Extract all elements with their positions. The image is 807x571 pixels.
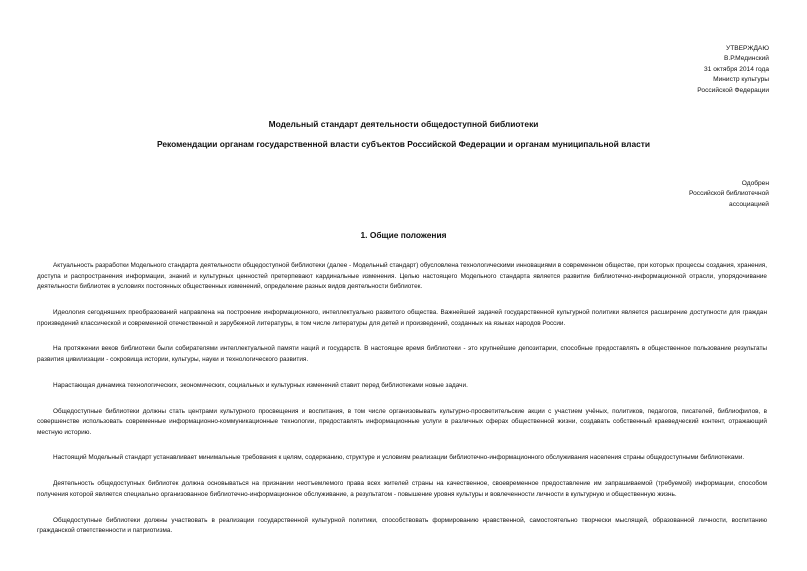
- section-body: [37, 261, 767, 552]
- paragraph: На протяжении веков библиотеки были собирателями интеллектуальной памяти наций и государств. В настоящее время библиотеки - это крупнейшие депозитарии, способные предоставлять в общественное пользование результаты развития цивилизации - сокровища истории, культуры, науки и технологического развития.: [37, 345, 767, 363]
- approval-line: Российской Федерации: [697, 86, 769, 94]
- approval-block: [697, 44, 769, 96]
- paragraph: Актуальность разработки Модельного стандарта деятельности общедоступной библиотеки (далее - Модельный стандарт) обусловлена технологическими инновациями в современном обществе, при которых процессы создания, хранения, доступа и распространения информации, знаний и культурных ценностей претерпевают кардинальные изменения. Целью настоящего Модельного стандарта является развитие библиотечно-информационной отрасли, упорядочивание деятельности библиотек в условиях постоянных общественных изменений, определение разных видов деятельности библиотек.: [37, 262, 767, 291]
- paragraph: Нарастающая динамика технологических, экономических, социальных и культурных изменений ставит перед библиотеками новые задачи.: [53, 381, 468, 389]
- endorsement-line: ассоциацией: [729, 200, 769, 208]
- section-heading: 1. Общие положения: [360, 230, 447, 240]
- endorsement-line: Российской библиотечной: [689, 190, 769, 198]
- approval-line: УТВЕРЖДАЮ: [726, 45, 769, 52]
- paragraph: Настоящий Модельный стандарт устанавливает минимальные требования к целям, содержанию, структуре и условиям реализации библиотечно-информационного обслуживания населения страны общедоступными библиотеками.: [53, 454, 745, 462]
- endorsement-block: [689, 179, 769, 210]
- endorsement-line: Одобрен: [741, 180, 769, 187]
- paragraph: Деятельность общедоступных библиотек должна основываться на признании неотъемлемого права всех жителей страны на качественное, своевременное предоставление им запрашиваемой (требуемой) информации, способом получения которой является специально организованное библиотечно-информационное обслуживание, а результатом - повышение уровня культуры и вовлеченности личности в культурную и общественную жизнь.: [37, 480, 767, 498]
- approval-line: В.Р.Мединский: [723, 55, 769, 63]
- approval-line: 31 октября 2014 года: [704, 65, 769, 73]
- approval-line: Министр культуры: [713, 76, 769, 84]
- document-title: Модельный стандарт деятельности общедоступной библиотеки: [268, 119, 539, 129]
- paragraph: Общедоступные библиотеки должны участвовать в реализации государственной культурной политики, способствовать формированию нравственной, самостоятельно творчески мыслящей, образованной личности, воспитанию гражданской ответственности и патриотизма.: [37, 516, 767, 535]
- document-subtitle: Рекомендации органам государственной власти субъектов Российской Федерации и органам муниципальной власти: [156, 139, 651, 149]
- paragraph: Идеология сегодняшних преобразований направлена на построение информационного, интеллектуально развитого общества. Важнейшей задачей государственной культурной политики является расширение доступности для граждан произведений классической и современной отечественной и зарубежной литературы, в том числе литературы для детей и произведений, созданных на языках народов России.: [37, 308, 767, 327]
- paragraph: Общедоступные библиотеки должны стать центрами культурного просвещения и воспитания, в том числе организовывать культурно-просветительские акции с участием учёных, политиков, педагогов, писателей, библиофилов, в совершенстве использовать современные информационно-коммуникационные технологии, предоставлять информационные услуги в различных сферах общественной жизни, создавать собственный краеведческий контент, отражающий местную историю.: [37, 407, 767, 436]
